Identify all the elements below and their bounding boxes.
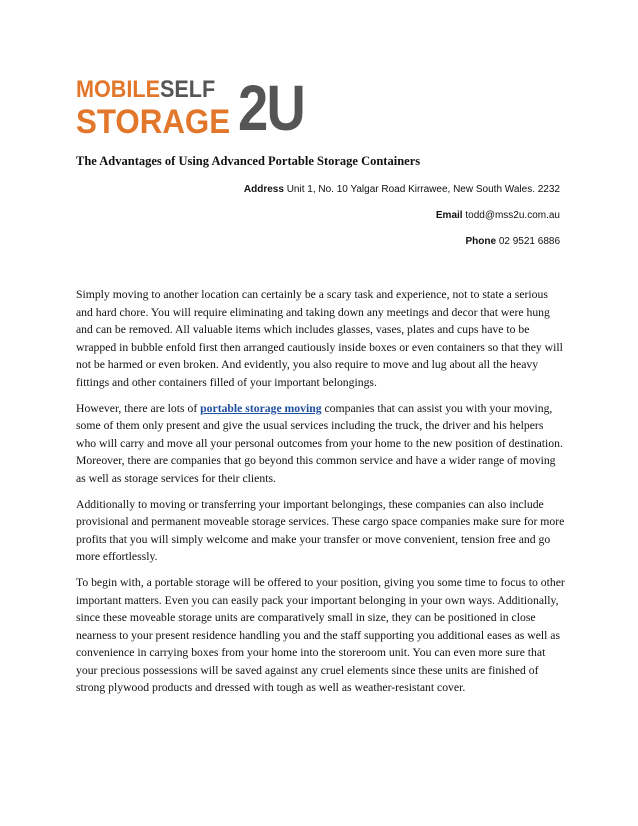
paragraph-2-intro: However, there are lots of: [76, 401, 201, 415]
email-label: Email: [435, 210, 463, 221]
address-label: Address: [243, 184, 284, 195]
paragraph-2-rest: companies that can assist you with your moving, some of them only present and give the usual services including the truck, the driver and his helpers who will carry and move all your personal outcomes from your home to the new position of destination. Moreover, there are companies that go beyond this common service and have a wider range of moving as well as storage services for their clients.: [76, 401, 563, 485]
logo-bottom-line: [76, 105, 230, 139]
company-logo: [76, 72, 316, 144]
phone-label: Phone: [465, 236, 497, 247]
logo-self-text: SELF: [159, 76, 216, 103]
document-title: The Advantages of Using Advanced Portable Storage Containers: [76, 154, 421, 168]
article-body: [76, 286, 566, 705]
phone-value: 02 9521 6886: [498, 236, 560, 247]
contact-phone: [465, 236, 560, 247]
logo-2u-text: 2U: [238, 72, 305, 144]
paragraph-1: Simply moving to another location can certainly be a scary task and experience, not to state a serious and hard chore. You will require eliminating and taking down any meetings and decor that were hung and can be removed. All valuable items which includes glasses, vases, plates and cups have to be wrapped in bubble enfold first then arranged cautiously inside boxes or even containers so that they will not be harmed or even broken. And evidently, you also require to move and lug about all the heavy fittings and other containers filled of your important belongings.: [76, 288, 563, 389]
paragraph-4: To begin with, a portable storage will be offered to your position, giving you some time to focus to other important matters. Even you can easily pack your important belonging in your own ways. Additionally, since these moveable storage units are comparatively small in size, they can be positioned in close nearness to your present residence handling you and the staff supporting you additional eases as well as convenience in carrying boxes from your home into the storeroom unit. You can even more sure that your precious possessions will be saved against any cruel elements since these units are finished of strong plywood products and dressed with tough as well as weather-resistant cover.: [76, 575, 565, 695]
email-value: todd@mss2u.com.au: [465, 210, 560, 221]
logo-mobile-text: MOBILE: [76, 76, 160, 103]
logo-storage-text: STORAGE: [76, 103, 231, 141]
logo-top-line: [76, 78, 215, 102]
contact-email: [436, 210, 560, 221]
contact-address: [244, 184, 560, 195]
portable-storage-moving-link[interactable]: portable storage moving: [200, 401, 322, 415]
address-value: Unit 1, No. 10 Yalgar Road Kirrawee, New South Wales. 2232: [286, 184, 560, 195]
paragraph-2: [76, 400, 566, 488]
paragraph-3: Additionally to moving or transferring your important belongings, these companies can also include provisional and permanent moveable storage services. These cargo space companies make sure for more profits that you will simply welcome and make your transfer or move convenient, tension free and go more effortlessly.: [76, 497, 565, 564]
